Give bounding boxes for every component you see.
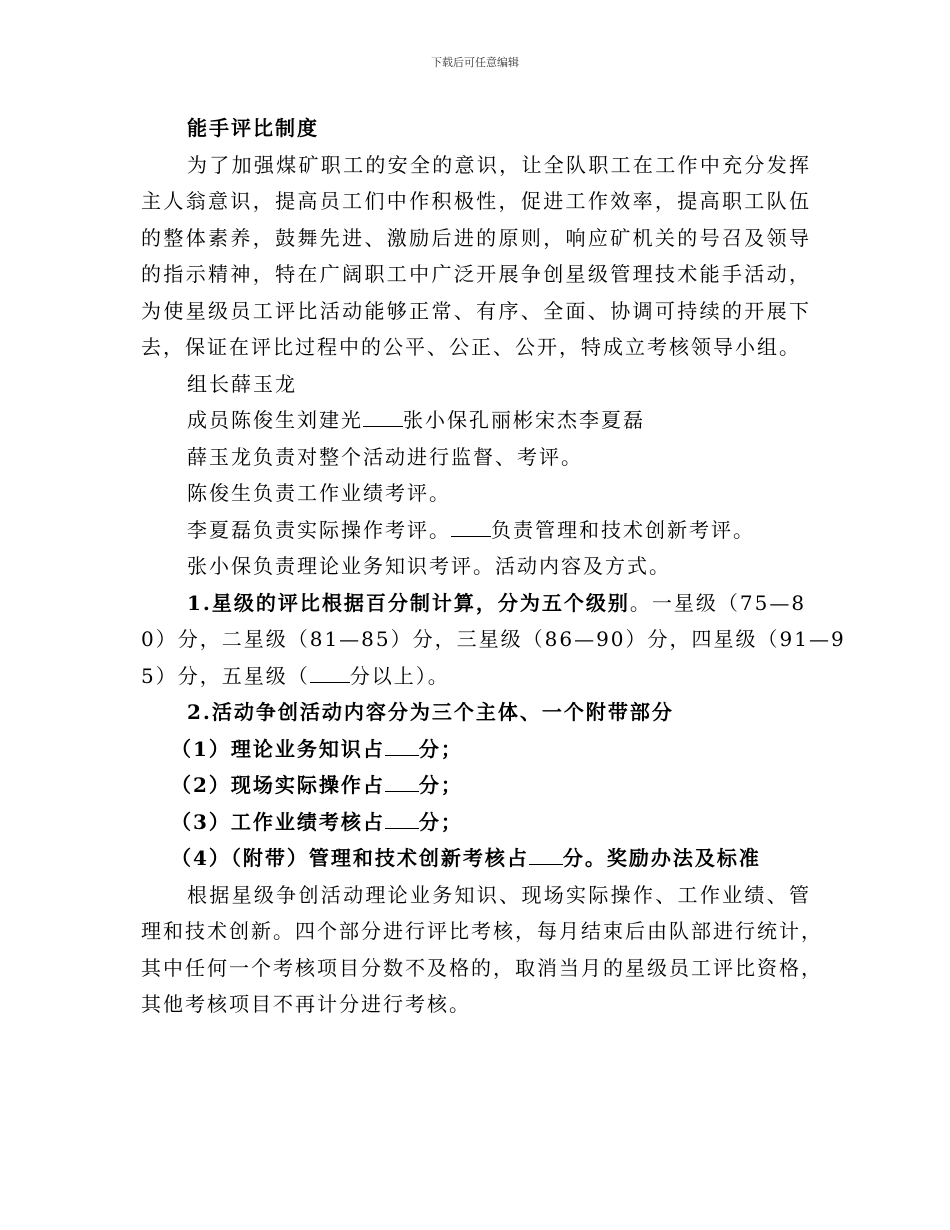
item-1-line [141,658,811,695]
intro-line: 为使星级员工评比活动能够正常、有序、全面、协调可持续的开展下 [141,298,811,323]
item-1-line: 0）分，二星级（81—85）分，三星级（86—90）分，四星级（91—9 [141,627,846,651]
closing-line: 根据星级争创活动理论业务知识、现场实际操作、工作业绩、管 [187,882,811,907]
members-line [141,402,811,439]
document-title: 能手评比制度 [187,116,319,140]
sub-item-text: （3）工作业绩考核占 [171,809,385,834]
sub-item-text: （1）理论业务知识占 [171,736,385,761]
leader-line: 组长薛玉龙 [187,371,297,396]
blank-underline [529,846,563,865]
sub-item-text: 分； [418,809,463,834]
header-note: 下载后可任意编辑 [431,56,519,69]
intro-line: 去，保证在评比过程中的公平、公正、公开，特成立考核领导小组。 [141,335,801,359]
sub-item-text: 分； [418,773,463,797]
sub-item [141,804,811,841]
item-1-text: 分以上）。 [349,663,450,688]
item-1-text: 。一星级（75—8 [629,590,807,615]
item-1-line [141,585,811,622]
sub-item-text: 分。奖励办法及标准 [562,846,761,870]
sub-item [141,731,811,768]
members-text: 成员陈俊生刘建光 [187,408,363,432]
blank-underline [385,773,419,792]
sub-item-text: （2）现场实际操作占 [171,773,385,797]
item-2-heading: 2.活动争创活动内容分为三个主体、一个附带部分 [187,700,674,724]
intro-line: 主人翁意识，提高员工们中作积极性，促进工作效率，提高职工队伍 [141,189,811,213]
duty-line: 陈俊生负责工作业绩考评。 [187,481,451,505]
closing-line: 其中任何一个考核项目分数不及格的，取消当月的星级员工评比资格， [141,955,823,980]
intro-line: 的整体素养，鼓舞先进、激励后进的原则，响应矿机关的号召及领导 [141,225,811,250]
sub-item [141,840,811,877]
duty-text: 负责管理和技术创新考评。 [491,517,755,542]
members-text: 张小保孔丽彬宋杰李夏磊 [403,408,645,432]
duty-line [141,512,811,549]
duty-line: 薛玉龙负责对整个活动进行监督、考评。 [187,444,583,469]
item-1-heading: 1.星级的评比根据百分制计算，分为五个级别 [187,590,630,615]
intro-line: 的指示精神，特在广阔职工中广泛开展争创星级管理技术能手活动， [141,262,811,286]
blank-underline [310,664,350,683]
blank-underline [385,810,419,829]
closing-line: 理和技术创新。四个部分进行评比考核，每月结束后由队部进行统计， [141,919,823,943]
sub-item-text: 分； [418,736,463,761]
sub-item-text: （4）（附带）管理和技术创新考核占 [171,846,529,870]
blank-underline [385,737,419,756]
item-1-text: 5）分，五星级（ [141,663,310,688]
sub-item [141,767,811,804]
blank-underline [363,408,403,427]
closing-line: 其他考核项目不再计分进行考核。 [141,992,471,1016]
document-body [141,110,846,1023]
intro-line: 为了加强煤矿职工的安全的意识，让全队职工在工作中充分发挥 [187,152,811,177]
duty-line: 张小保负责理论业务知识考评。活动内容及方式。 [187,554,671,578]
duty-text: 李夏磊负责实际操作考评。 [187,517,451,542]
blank-underline [451,518,491,537]
